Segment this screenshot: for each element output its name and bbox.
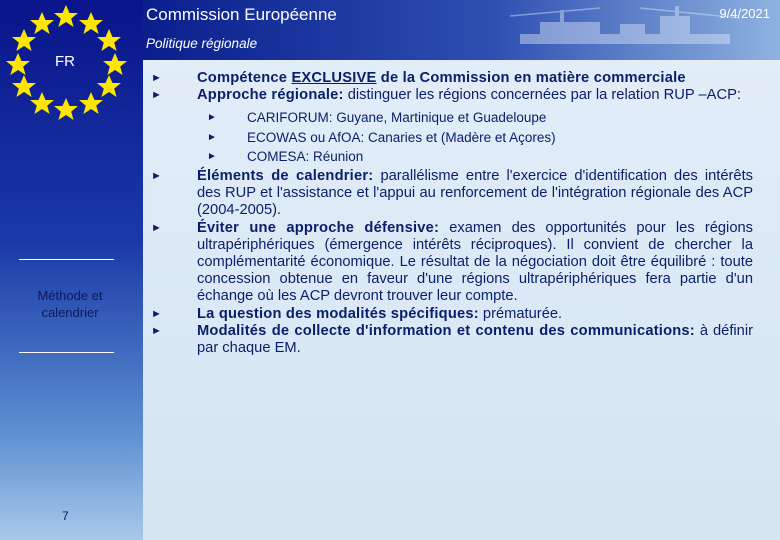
cargo-ship-icon [500,4,750,54]
page-number: 7 [62,509,69,523]
triangle-right-icon: ► [151,307,162,320]
bullet-calendrier: ► Éléments de calendrier: parallélisme entre l'exercice d'identification des intérêts des RUP et l'assistance et l'appui au renforcement de l'intégration régionale des ACP (2004-2005). [151,167,753,219]
section-label: Méthode et calendrier [37,288,103,320]
triangle-right-icon: ► [151,169,162,182]
triangle-right-icon: ► [207,131,217,143]
sub-bullet: ► ECOWAS ou AfOA: Canaries et (Madère et Açores) [145,128,753,148]
triangle-right-icon: ► [151,324,162,337]
triangle-right-icon: ► [151,72,162,84]
slide-content [145,70,753,357]
section-subtitle: Politique régionale [146,36,258,51]
bullet-competence: ► Compétence EXCLUSIVE de la Commission en matière commerciale [151,70,686,86]
bullet-collecte-information: ► Modalités de collecte d'information et contenu des communications: à définir par chaque EM. [151,322,754,356]
bullet-approche-defensive: ► Éviter une approche défensive: examen des opportunités pour les régions ultrapériphériques (émergence intérêts réciproques). Il convient de chercher la complémentarité économique. Le résultat de la négociation doit être équilibré : toute concession obtenue en faveur d'une régions ultrapériphériques fera partie d'un échange où les ACP devront trouver leur compte. [151,219,753,305]
country-code: FR [55,53,75,70]
divider [19,259,114,260]
divider [19,352,114,353]
triangle-right-icon: ► [207,151,217,163]
bullet-approche-regionale: ► Approche régionale: distinguer les régions concernées par la relation RUP –ACP: [151,87,741,104]
bullet-modalites-specifiques: ► La question des modalités spécifiques: prématurée. [151,305,563,322]
triangle-right-icon: ► [151,89,162,102]
organization-title: Commission Européenne [146,5,337,24]
slide-date: 9/4/2021 [719,6,770,21]
sub-bullet: ► CARIFORUM: Guyane, Martinique et Guadeloupe [145,108,753,128]
triangle-right-icon: ► [151,221,162,234]
triangle-right-icon: ► [207,112,217,124]
sub-bullet: ► COMESA: Réunion [145,147,753,167]
